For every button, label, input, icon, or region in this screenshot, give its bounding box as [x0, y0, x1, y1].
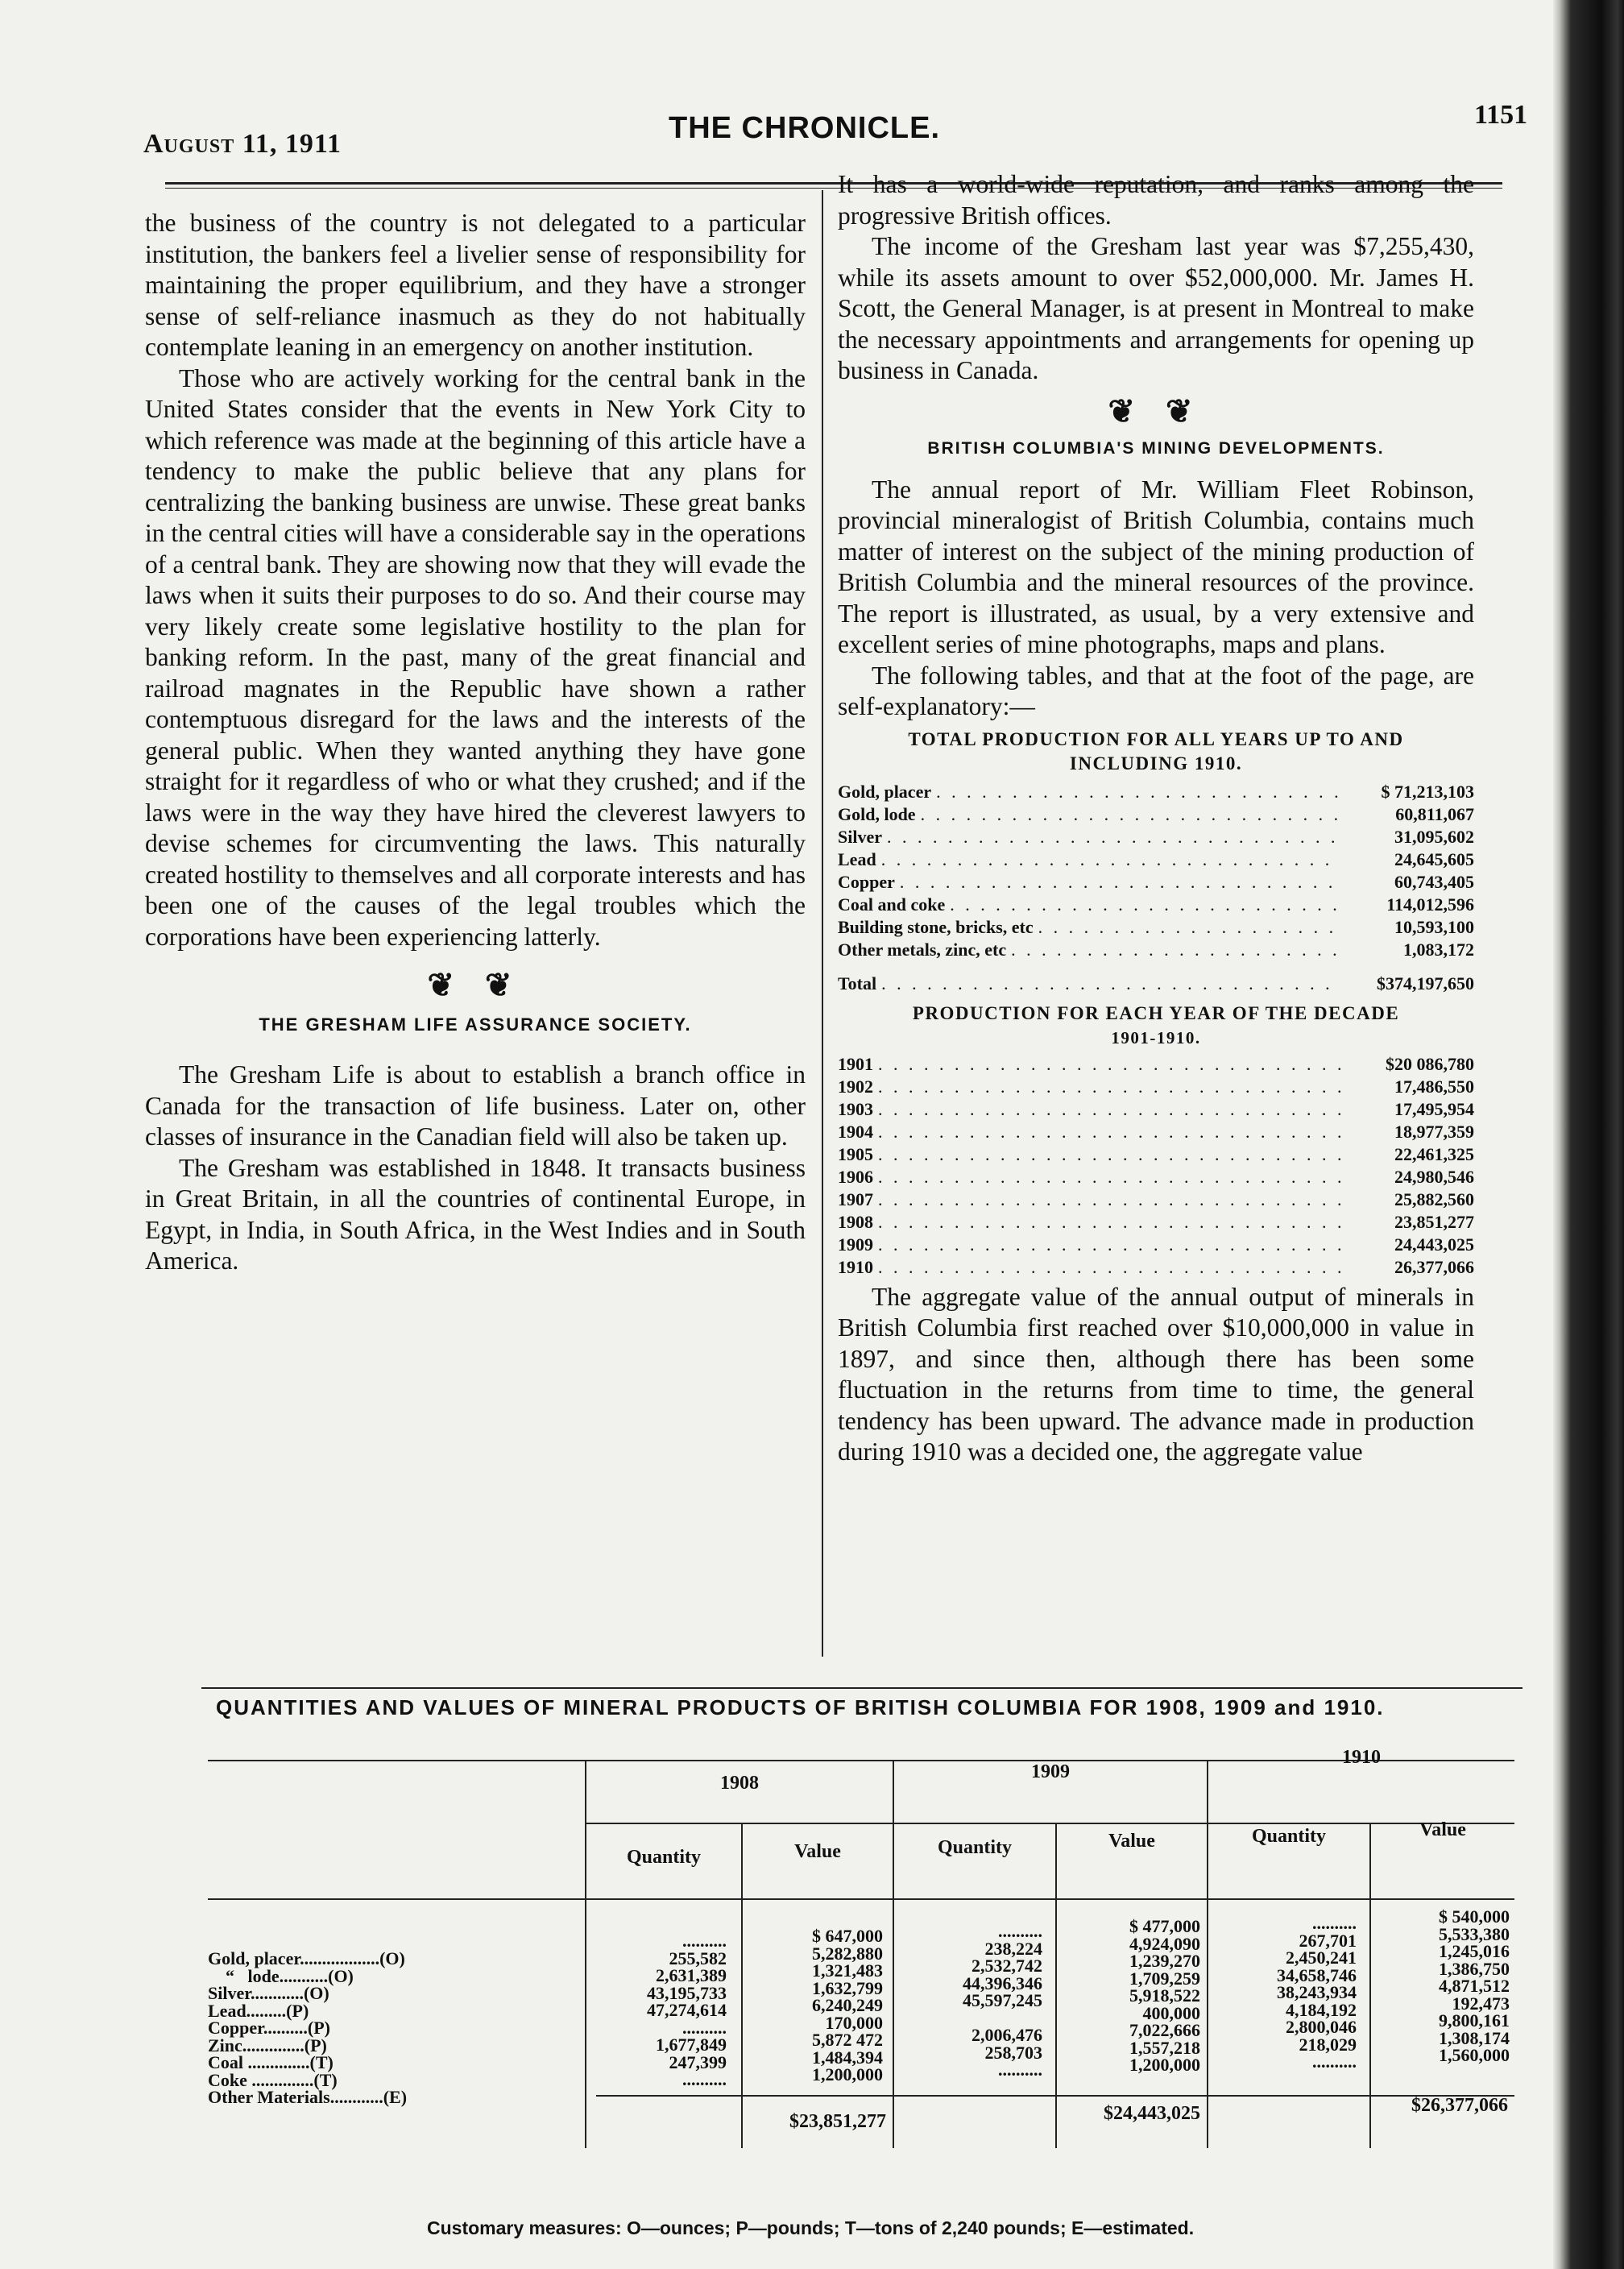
- total-value: $374,197,650: [1377, 973, 1474, 993]
- customary-measures-footnote: Customary measures: O—ounces; P—pounds; T—tons of 2,240 pounds; E—estimated.: [427, 2217, 1195, 2238]
- row-label: Other metals, zinc, etc: [838, 939, 1007, 960]
- article-paragraph: It has a world-wide reputation, and ranks among the progressive British offices.: [838, 170, 1474, 230]
- article-paragraph: Those who are actively working for the central bank in the United States consider that the events in New York City to which reference was made at the beginning of this article have a tendency to make the public believe that any plans for centralizing the banking business are unwise. These great banks in the central cities will have a considerable say in the operations of a central bank. They are showing now that they will evade the laws when it suits their purposes to do so. And their course may very likely create some legislative hostility to the plan for banking reform. In the past, many of the great financial and railroad magnates in the Republic have shown a rather contemptuous disregard for the laws and the interests of the general public. When they wanted anything they have gone straight for it regardless of who or what they crushed; and if the laws were in the way they have hired the cleverest lawyers to devise schemes for circumventing the laws. This naturally created hostility to themselves and all corporate interests and has been one of the causes of the legal troubles which the corporations have been experiencing latterly.: [145, 363, 806, 951]
- row-label: Gold, lode: [838, 803, 916, 824]
- row-value: 10,593,100: [1394, 916, 1474, 937]
- publication-title: THE CHRONICLE.: [669, 111, 940, 145]
- issue-date: August 11, 1911: [143, 129, 342, 159]
- row-value: 17,486,550: [1394, 1076, 1474, 1097]
- table-rule: [741, 1823, 743, 2148]
- total-production-row: [838, 871, 1474, 894]
- row-value: 25,882,560: [1394, 1188, 1474, 1209]
- col-header-quantity: Quantity: [937, 1837, 1012, 1858]
- table-title-total-production: TOTAL PRODUCTION FOR ALL YEARS UP TO AND INCLUDING 1910.: [908, 728, 1404, 774]
- leader-dots: [881, 848, 1340, 871]
- row-value: 18,977,359: [1394, 1121, 1474, 1142]
- leader-dots: [878, 1143, 1340, 1166]
- year-header-1910: 1910: [1342, 1747, 1381, 1768]
- col-header-value: Value: [1419, 1819, 1466, 1840]
- table-rule: [585, 1760, 586, 2148]
- row-label: 1910: [838, 1256, 873, 1277]
- total-1908: $23,851,277: [789, 2111, 886, 2132]
- decade-production-row: [838, 1211, 1474, 1234]
- total-production-row: [838, 781, 1474, 803]
- col-header-value: Value: [1108, 1831, 1155, 1852]
- row-label: 1907: [838, 1188, 873, 1209]
- article-paragraph: The aggregate value of the annual output of minerals in British Columbia first reached over $10,000,000 in value in 1897, and since then, although there has been some fluctuation in the returns from time to time, the general tendency has been upward. The advance made in production during 1910 was a decided one, the aggregate value: [838, 1282, 1474, 1466]
- year-header-1908: 1908: [720, 1773, 759, 1794]
- value-1910: $ 540,000 5,533,380 1,245,016 1,386,750 4,871,512 192,473 9,800,161 1,308,174 1,560,000: [1439, 1906, 1510, 2065]
- leader-dots: [878, 1121, 1340, 1143]
- row-value: 24,645,605: [1394, 848, 1474, 869]
- row-label: 1909: [838, 1234, 873, 1255]
- article-paragraph: The annual report of Mr. William Fleet Robinson, provincial mineralogist of British Columbia, contains much matter of interest on the subject of the mining production of British Columbia and the mineral resources of the province. The report is illustrated, as usual, by a very extensive and excellent series of mine photographs, maps and plans.: [838, 475, 1474, 658]
- row-value: 60,743,405: [1394, 871, 1474, 892]
- column-divider: [822, 190, 823, 1657]
- row-label: Coal and coke: [838, 894, 946, 915]
- total-production-row: [838, 848, 1474, 871]
- row-value: 114,012,596: [1386, 894, 1474, 915]
- table-top-rule: [201, 1687, 1522, 1689]
- total-production-row: [838, 939, 1474, 961]
- minerals-table-title: QUANTITIES AND VALUES OF MINERAL PRODUCTS OF BRITISH COLUMBIA FOR 1908, 1909 and 1910.: [216, 1695, 1385, 1719]
- total-label: Total: [838, 973, 877, 993]
- leader-dots: [887, 826, 1340, 848]
- leader-dots: [878, 1076, 1340, 1098]
- row-value: 31,095,602: [1394, 826, 1474, 847]
- row-label: Gold, placer: [838, 781, 932, 802]
- decade-production-row: [838, 1256, 1474, 1279]
- leader-dots: [1038, 916, 1340, 939]
- leader-dots: [921, 803, 1340, 826]
- row-label: Lead: [838, 848, 876, 869]
- decade-production-table: [838, 1053, 1474, 1279]
- quantity-1910: .......... 267,701 2,450,241 34,658,746 38,243,934 4,184,192 2,800,046 218,029 ..........: [1277, 1913, 1357, 2072]
- leader-dots: [878, 1188, 1340, 1211]
- page-number: 1151: [1474, 100, 1528, 130]
- row-label: 1908: [838, 1211, 873, 1232]
- decade-production-row: [838, 1166, 1474, 1188]
- leader-dots: [878, 1234, 1340, 1256]
- total-production-total-row: [838, 973, 1474, 995]
- row-value: 17,495,954: [1394, 1098, 1474, 1119]
- right-column: [838, 169, 1474, 1468]
- row-value: 24,443,025: [1394, 1234, 1474, 1255]
- mineral-row-labels: Gold, placer..................(O) “ lode...........(O) Silver............(O) Lead.........(P) Copper..........(P) Zinc..............(P) Coal ..............(T) Coke ..............(T) Other Materials............(E): [208, 1948, 408, 2107]
- value-1908: $ 647,000 5,282,880 1,321,483 1,632,799 6,240,249 170,000 5,872 472 1,484,394 1,200,000: [812, 1926, 883, 2084]
- leader-dots: [900, 871, 1340, 894]
- article-paragraph: the business of the country is not delegated to a particular institution, the bankers feel a livelier sense of responsibility for maintaining the proper equilibrium, and they have a stronger sense of self-reliance inasmuch as they do not habitually contemplate leaning in an emergency on another institution.: [145, 209, 806, 361]
- row-label: 1906: [838, 1166, 873, 1187]
- leader-dots: [878, 1053, 1340, 1076]
- decade-production-row: [838, 1053, 1474, 1076]
- row-label: 1905: [838, 1143, 873, 1164]
- article-paragraph: The Gresham was established in 1848. It transacts business in Great Britain, in all the countries of continental Europe, in Egypt, in India, in South Africa, in the West Indies and in South America.: [145, 1153, 806, 1275]
- section-ornament: ❦ ❦: [1108, 392, 1204, 429]
- row-value: $ 71,213,103: [1381, 781, 1474, 802]
- leader-dots: [936, 781, 1340, 803]
- leader-dots: [1011, 939, 1340, 961]
- table-title-decade: PRODUCTION FOR EACH YEAR OF THE DECADE: [912, 1002, 1400, 1023]
- decade-production-row: [838, 1076, 1474, 1098]
- left-column: [145, 208, 806, 1277]
- col-header-quantity: Quantity: [626, 1847, 701, 1868]
- leader-dots: [878, 1256, 1340, 1279]
- decade-production-row: [838, 1121, 1474, 1143]
- total-production-row: [838, 826, 1474, 848]
- table-subtitle-decade: 1901-1910.: [1111, 1027, 1201, 1047]
- table-rule: [208, 1898, 1514, 1900]
- table-rule: [1055, 1823, 1057, 2148]
- total-1910: $26,377,066: [1411, 2095, 1508, 2116]
- table-rule: [893, 1760, 894, 2148]
- row-label: 1904: [838, 1121, 873, 1142]
- leader-dots: [878, 1166, 1340, 1188]
- row-value: 1,083,172: [1403, 939, 1474, 960]
- leader-dots: [878, 1098, 1340, 1121]
- row-value: 60,811,067: [1395, 803, 1474, 824]
- section-heading-gresham: THE GRESHAM LIFE ASSURANCE SOCIETY.: [259, 1014, 692, 1035]
- row-label: 1903: [838, 1098, 873, 1119]
- decade-production-row: [838, 1188, 1474, 1211]
- quantity-1909: .......... 238,224 2,532,742 44,396,346 45,597,245 2,006,476 258,703 ..........: [963, 1921, 1042, 2080]
- row-label: Silver: [838, 826, 882, 847]
- table-rule: [1207, 1760, 1208, 2148]
- year-header-1909: 1909: [1031, 1761, 1070, 1782]
- article-paragraph: The income of the Gresham last year was $7,255,430, while its assets amount to over $52,000,000. Mr. James H. Scott, the General Manager, is at present in Montreal to make the necessary appointments and arrangements for opening up business in Canada.: [838, 232, 1474, 384]
- row-label: Building stone, bricks, etc: [838, 916, 1034, 937]
- decade-production-row: [838, 1098, 1474, 1121]
- total-1909: $24,443,025: [1104, 2103, 1200, 2124]
- row-value: 22,461,325: [1394, 1143, 1474, 1164]
- row-value: $20 086,780: [1386, 1053, 1474, 1074]
- section-ornament: ❦ ❦: [427, 967, 524, 1003]
- leader-dots: [878, 1211, 1340, 1234]
- value-1909: $ 477,000 4,924,090 1,239,270 1,709,259 5,918,522 400,000 7,022,666 1,557,218 1,200,000: [1129, 1916, 1200, 2075]
- total-production-table: [838, 781, 1474, 961]
- col-header-value: Value: [794, 1841, 841, 1862]
- book-binding-edge: [1553, 0, 1624, 2269]
- row-value: 23,851,277: [1394, 1211, 1474, 1232]
- total-production-row: [838, 894, 1474, 916]
- row-value: 26,377,066: [1394, 1256, 1474, 1277]
- leader-dots: [950, 894, 1340, 916]
- decade-production-row: [838, 1234, 1474, 1256]
- row-label: Copper: [838, 871, 895, 892]
- total-production-row: [838, 916, 1474, 939]
- row-label: 1902: [838, 1076, 873, 1097]
- article-paragraph: The following tables, and that at the foot of the page, are self-explanatory:—: [838, 661, 1474, 720]
- row-label: 1901: [838, 1053, 873, 1074]
- col-header-quantity: Quantity: [1251, 1826, 1326, 1847]
- quantity-1908: .......... 255,582 2,631,389 43,195,733 47,274,614 .......... 1,677,849 247,399 ..........: [647, 1931, 727, 2089]
- section-heading-bc-mining: BRITISH COLUMBIA'S MINING DEVELOPMENTS.: [927, 439, 1385, 458]
- decade-production-row: [838, 1143, 1474, 1166]
- article-paragraph: The Gresham Life is about to establish a branch office in Canada for the transaction of life business. Later on, other classes of insurance in the Canadian field will also be taken up.: [145, 1060, 806, 1151]
- total-production-row: [838, 803, 1474, 826]
- row-value: 24,980,546: [1394, 1166, 1474, 1187]
